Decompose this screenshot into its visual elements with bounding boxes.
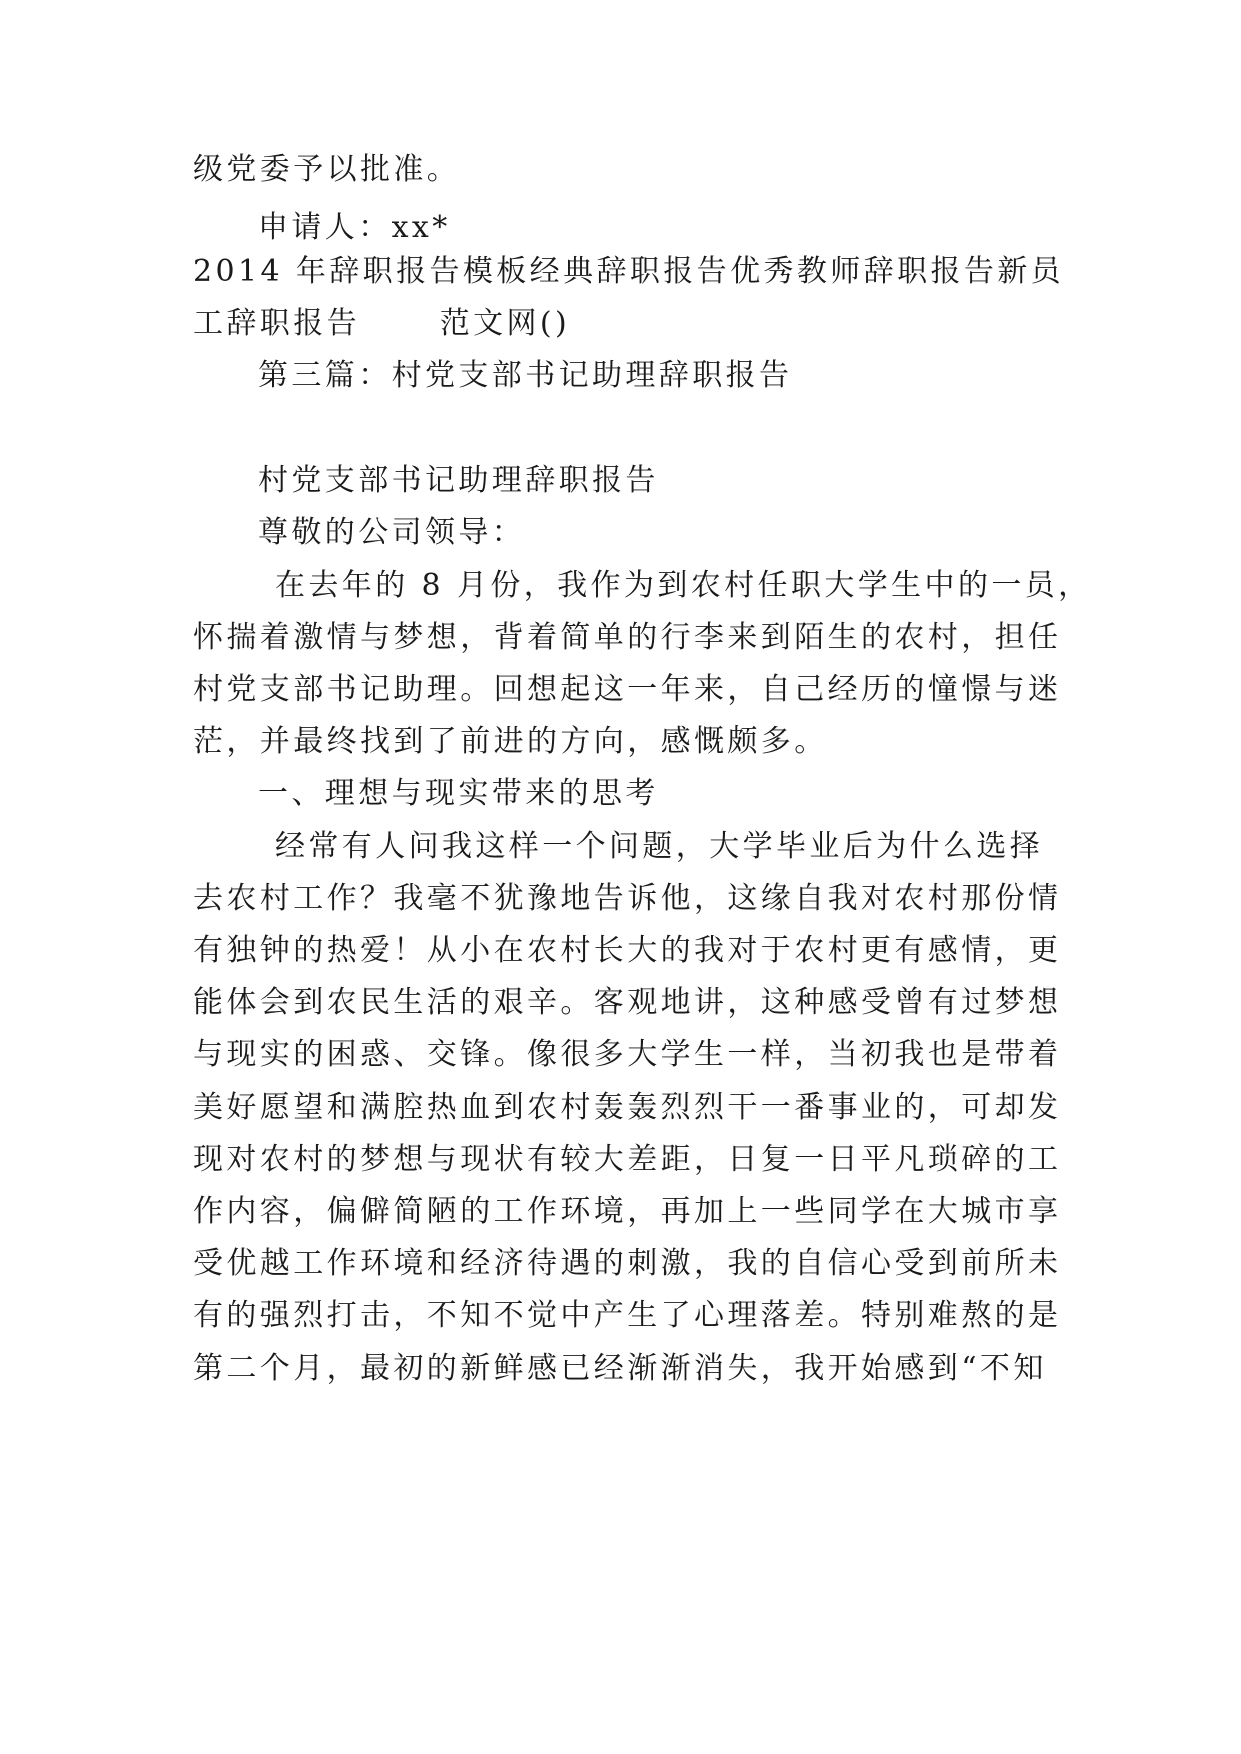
text-line: 第二个月，最初的新鲜感已经渐渐消失，我开始感到“不知 [193, 1351, 1047, 1386]
salutation: 尊敬的公司领导： [258, 515, 526, 550]
text-line: 现对农村的梦想与现状有较大差距，日复一日平凡琐碎的工 [193, 1142, 1062, 1177]
text-line: 级党委予以批准。 [193, 152, 461, 187]
text-line: 怀揣着激情与梦想，背着简单的行李来到陌生的农村，担任 [193, 620, 1062, 655]
text-line: 村党支部书记助理。回想起这一年来，自己经历的憧憬与迷 [193, 672, 1062, 707]
text-line: 有独钟的热爱！从小在农村长大的我对于农村更有感情，更 [193, 933, 1062, 968]
text-line: 美好愿望和满腔热血到农村轰轰烈烈干一番事业的，可却发 [193, 1090, 1062, 1125]
text-line: 能体会到农民生活的艰辛。客观地讲，这种感受曾有过梦想 [193, 985, 1062, 1020]
text-line: 去农村工作？我毫不犹豫地告诉他，这缘自我对农村那份情 [193, 881, 1062, 916]
text-line: 作内容，偏僻简陋的工作环境，再加上一些同学在大城市享 [193, 1194, 1062, 1229]
text-line: 工辞职报告 范文网() [193, 306, 571, 341]
text-line: 2014 年辞职报告模板经典辞职报告优秀教师辞职报告新员 [193, 254, 1065, 289]
text-line: 经常有人问我这样一个问题，大学毕业后为什么选择 [275, 829, 1044, 864]
section-heading: 第三篇：村党支部书记助理辞职报告 [258, 358, 793, 393]
text-line: 与现实的困惑、交锋。像很多大学生一样，当初我也是带着 [193, 1037, 1062, 1072]
text-line: 受优越工作环境和经济待遇的刺激，我的自信心受到前所未 [193, 1246, 1062, 1281]
applicant-line: 申请人：xx* [258, 210, 451, 245]
subsection-heading: 一、理想与现实带来的思考 [258, 776, 659, 811]
letter-title: 村党支部书记助理辞职报告 [258, 463, 659, 498]
text-line: 在去年的 8 月份，我作为到农村任职大学生中的一员， [275, 568, 1092, 603]
text-line: 茫，并最终找到了前进的方向，感慨颇多。 [193, 724, 828, 759]
text-line: 有的强烈打击，不知不觉中产生了心理落差。特别难熬的是 [193, 1298, 1062, 1333]
